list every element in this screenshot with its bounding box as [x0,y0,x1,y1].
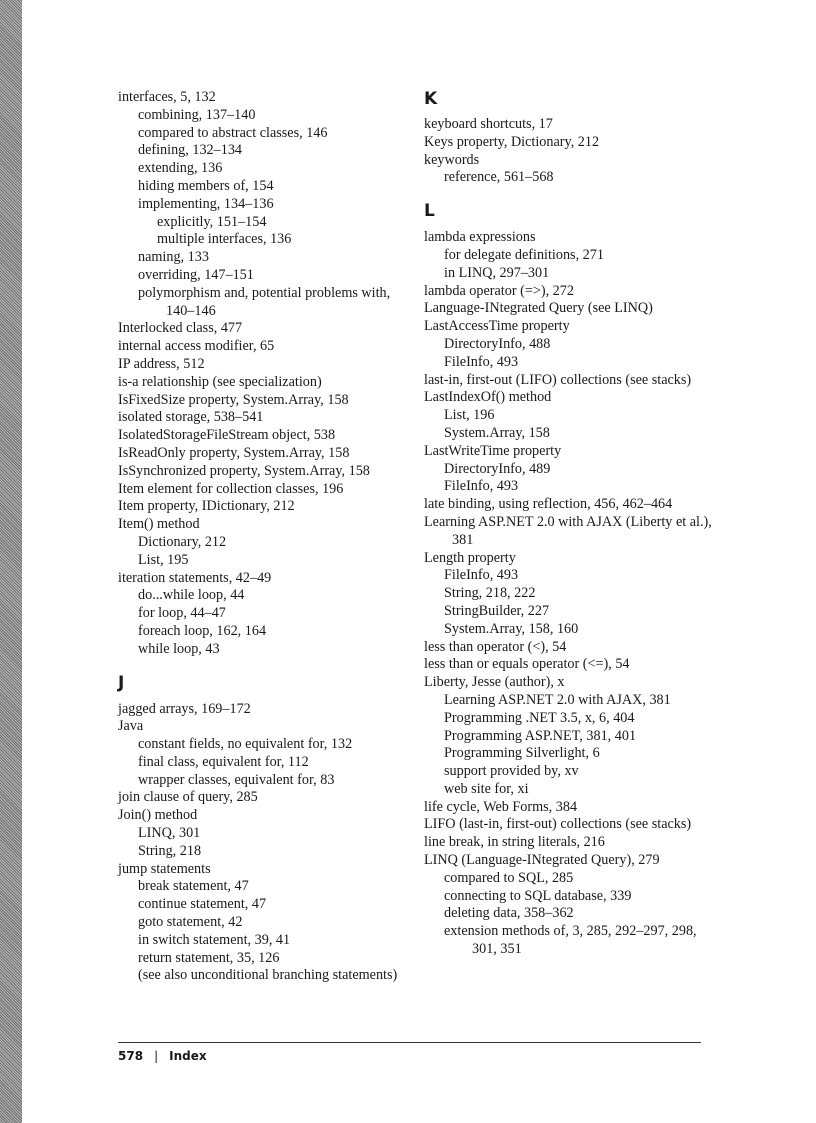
index-subentry: constant fields, no equivalent for, 132 [138,736,353,753]
index-column-right [424,89,714,959]
index-letter-heading: J [118,672,125,693]
index-subentry: deleting data, 358–362 [444,905,574,922]
index-entry: Join() method [118,807,198,824]
index-entry: lambda operator (=>), 272 [424,282,574,299]
index-entry: Keys property, Dictionary, 212 [424,133,600,150]
index-subentry: wrapper classes, equivalent for, 83 [138,771,335,788]
index-subentry: for loop, 44–47 [138,605,226,622]
index-entry: Liberty, Jesse (author), x [424,674,565,691]
index-subentry: web site for, xi [444,780,529,797]
index-subentry: FileInfo, 493 [444,478,519,495]
index-entry: LINQ (Language-INtegrated Query), 279 [424,852,660,869]
index-subentry: hiding members of, 154 [138,177,274,194]
index-subentry: DirectoryInfo, 488 [444,335,551,352]
index-subentry: compared to SQL, 285 [444,869,574,886]
index-entry: Learning ASP.NET 2.0 with AJAX (Liberty et al.), 381 [424,513,712,548]
index-subentry: FileInfo, 493 [444,353,519,370]
index-entry: iteration statements, 42–49 [118,569,272,586]
footer-separator: | [154,1049,159,1063]
index-entry: LastAccessTime property [424,318,570,335]
index-entry: LIFO (last-in, first-out) collections (see stacks) [424,816,692,833]
index-letter-heading: K [424,89,438,109]
index-subentry: String, 218 [138,842,202,859]
index-subentry: Programming ASP.NET, 381, 401 [444,727,637,744]
index-subentry: List, 196 [444,407,495,424]
index-entry: Java [118,718,144,735]
index-subentry: overriding, 147–151 [138,266,254,283]
index-subentry: combining, 137–140 [138,106,256,123]
index-entry: LastWriteTime property [424,442,562,459]
index-entry: Language-INtegrated Query (see LINQ) [424,300,653,317]
index-subentry: (see also unconditional branching statements) [138,967,398,984]
index-subentry: System.Array, 158 [444,424,550,441]
index-entry: IsReadOnly property, System.Array, 158 [118,444,350,461]
index-subentry: continue statement, 47 [138,896,267,913]
index-subentry: multiple interfaces, 136 [157,231,292,248]
index-subentry: for delegate definitions, 271 [444,246,604,263]
index-subentry: connecting to SQL database, 339 [444,887,632,904]
index-subentry: List, 195 [138,551,189,568]
index-subentry: System.Array, 158, 160 [444,620,579,637]
index-subentry: Learning ASP.NET 2.0 with AJAX, 381 [444,691,671,708]
index-subentry: in LINQ, 297–301 [444,264,550,281]
index-column-left [118,89,408,985]
index-subentry: naming, 133 [138,249,209,266]
index-entry: IsolatedStorageFileStream object, 538 [118,427,336,444]
index-subentry: foreach loop, 162, 164 [138,622,267,639]
index-subentry: Programming .NET 3.5, x, 6, 404 [444,709,635,726]
index-subentry: do...while loop, 44 [138,587,245,604]
index-subentry: compared to abstract classes, 146 [138,124,328,141]
index-subentry: StringBuilder, 227 [444,602,550,619]
index-subentry: extending, 136 [138,160,223,177]
index-subentry: break statement, 47 [138,878,249,895]
index-entry: jagged arrays, 169–172 [118,700,251,717]
index-subentry: explicitly, 151–154 [157,213,267,230]
index-subentry: defining, 132–134 [138,142,243,159]
index-entry: less than or equals operator (<=), 54 [424,656,630,673]
index-entry: interfaces, 5, 132 [118,89,216,105]
index-subentry: while loop, 43 [138,640,220,657]
index-entry: IsSynchronized property, System.Array, 158 [118,462,370,479]
index-entry: less than operator (<), 54 [424,638,567,655]
index-entry: join clause of query, 285 [118,789,258,806]
index-entry: keyboard shortcuts, 17 [424,116,553,132]
index-subentry: return statement, 35, 126 [138,949,280,966]
index-entry: Item property, IDictionary, 212 [118,498,295,515]
page-number: 578 [118,1049,144,1063]
index-subentry: Programming Silverlight, 6 [444,745,600,762]
index-subentry: reference, 561–568 [444,169,554,186]
index-subentry: polymorphism and, potential problems with, 140–146 [138,284,391,319]
index-entry: LastIndexOf() method [424,389,552,406]
index-entry: late binding, using reflection, 456, 462–464 [424,496,673,513]
index-entry: is-a relationship (see specialization) [118,373,322,390]
index-subentry: Dictionary, 212 [138,533,227,550]
index-subentry: extension methods of, 3, 285, 292–297, 298, 301, 351 [444,923,697,958]
index-entry: last-in, first-out (LIFO) collections (see stacks) [424,371,692,388]
index-entry: life cycle, Web Forms, 384 [424,798,578,815]
index-entry: isolated storage, 538–541 [118,409,264,426]
index-entry: Interlocked class, 477 [118,320,243,337]
index-subentry: in switch statement, 39, 41 [138,931,291,948]
index-entry: Item element for collection classes, 196 [118,480,344,497]
index-subentry: goto statement, 42 [138,914,243,931]
index-entry: jump statements [118,860,211,877]
index-subentry: LINQ, 301 [138,825,201,842]
page-binding-edge [0,0,22,1123]
index-entry: lambda expressions [424,229,536,246]
index-entry: Item() method [118,516,200,533]
index-subentry: final class, equivalent for, 112 [138,753,309,770]
index-subentry: String, 218, 222 [444,585,536,602]
index-entry: IsFixedSize property, System.Array, 158 [118,391,349,408]
page-footer [118,1049,207,1063]
index-entry: internal access modifier, 65 [118,338,275,355]
index-entry: IP address, 512 [118,355,205,372]
section-title: Index [169,1049,207,1063]
index-letter-heading: L [424,201,435,222]
index-entry: line break, in string literals, 216 [424,834,605,851]
footer-rule [118,1042,701,1043]
index-entry: keywords [424,151,480,168]
index-subentry: implementing, 134–136 [138,195,274,212]
index-entry: Length property [424,549,516,566]
index-subentry: support provided by, xv [444,763,579,780]
index-subentry: DirectoryInfo, 489 [444,460,551,477]
index-subentry: FileInfo, 493 [444,567,519,584]
